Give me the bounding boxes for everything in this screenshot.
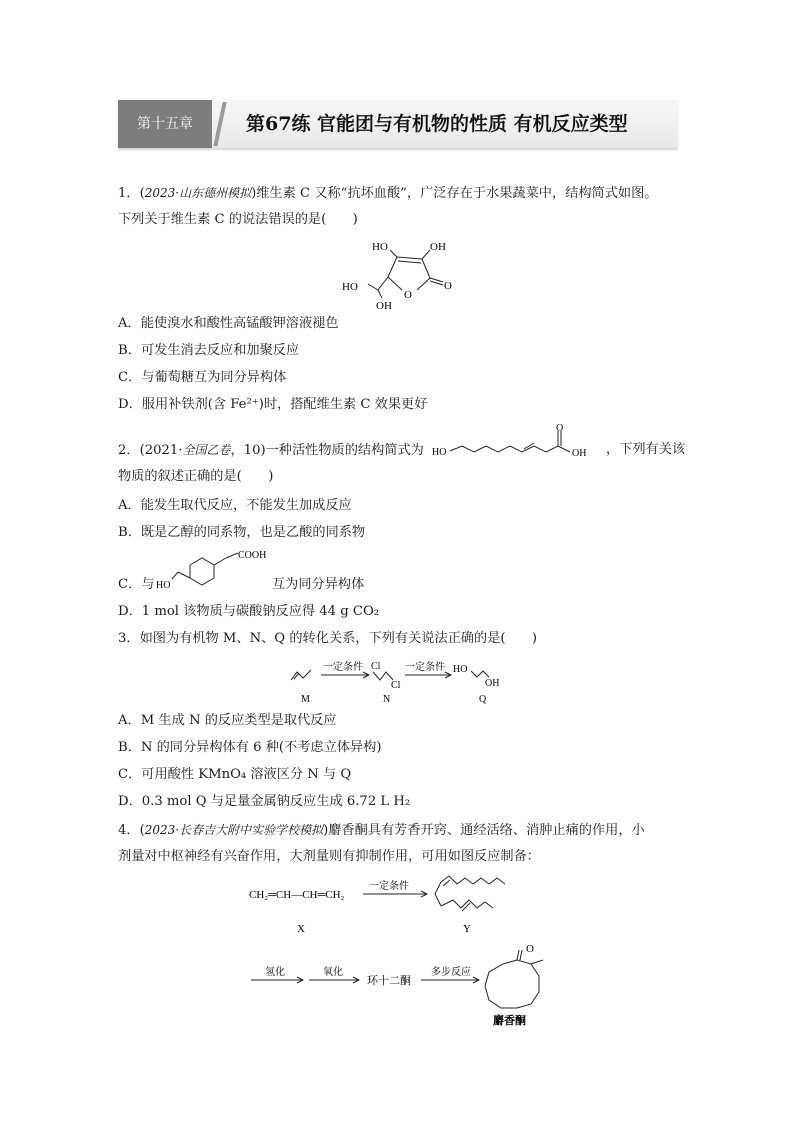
q4-source: 2023·长春吉大附中实验学校模拟 [144, 823, 324, 837]
q4-reaction-2 [245, 938, 575, 1030]
q3-option-b: B．N 的同分异构体有 6 种(不考虑立体异构) [118, 740, 382, 755]
q2-stem-line1-end: ，下列有关该 [606, 442, 686, 457]
q2-stem-text: ，10)一种活性物质的结构简式为 [230, 443, 424, 458]
header-separator [213, 102, 226, 146]
q1-label-ho-top: HO [372, 241, 388, 253]
q3-label-n: N [383, 694, 391, 705]
q4-number: 4．( [118, 823, 145, 838]
q4-step-oxidation: 氧化 [323, 967, 343, 978]
q1-label-o-ring: O [404, 289, 412, 301]
q4-label-o: O [526, 943, 534, 955]
q4-step-multi: 多步反应 [431, 967, 471, 978]
q3-label-cl1: Cl [371, 661, 381, 672]
q4-stem-text: )麝香酮具有芳香开窍、通经活络、消肿止痛的作用，小 [323, 823, 645, 838]
q2-label-ho: HO [432, 447, 447, 458]
q1-source: 2023·山东德州模拟 [144, 186, 252, 200]
q2-source: 全国乙卷 [182, 443, 231, 457]
q2-option-c-suffix: 互为同分异构体 [272, 577, 365, 592]
q2-label-o: O [556, 423, 564, 434]
q1-option-b: B．可发生消去反应和加聚反应 [118, 343, 300, 358]
q3-reaction-scheme [285, 652, 515, 706]
q1-stem-line2: 下列关于维生素 C 的说法错误的是( ) [118, 212, 358, 227]
q4-intermediate: 环十二酮 [367, 975, 411, 987]
q2-option-a: A．能发生取代反应，不能发生加成反应 [118, 498, 352, 513]
q1-stem-text: )维生素 C 又称“抗坏血酸”，广泛存在于水果蔬菜中，结构简式如图。 [251, 186, 658, 201]
q2-option-d: D．1 mol 该物质与碳酸钠反应得 44 g CO₂ [118, 604, 380, 619]
q1-option-c: C．与葡萄糖互为同分异构体 [118, 370, 287, 385]
q4-stem-line2: 剂量对中枢神经有兴奋作用，大剂量则有抑制作用，可用如图反应制备： [118, 849, 540, 864]
q2-option-c-label-ho: HO [156, 580, 171, 591]
q1-stem-line1 [118, 184, 657, 203]
q2-stem-line1 [118, 441, 424, 460]
page-title: 第67练 官能团与有机物的性质 有机反应类型 [246, 113, 628, 135]
q4-label-x-formula: CH₂═CH—CH═CH₂ [249, 889, 345, 901]
q1-number: 1．( [118, 186, 145, 201]
q3-option-d: D．0.3 mol Q 与足量金属钠反应生成 6.72 L H₂ [118, 794, 411, 809]
q4-condition: 一定条件 [369, 881, 409, 892]
q1-label-o-carbonyl: O [444, 280, 452, 292]
q3-label-m: M [301, 694, 310, 705]
q2-structure [430, 422, 605, 462]
q1-label-oh-bottom: OH [376, 300, 392, 312]
q1-option-a: A．能使溴水和酸性高锰酸钾溶液褪色 [118, 316, 339, 331]
q4-stem-line1 [118, 821, 645, 840]
q3-label-q: Q [479, 694, 487, 705]
q2-stem-line2: 物质的叙述正确的是( ) [118, 469, 274, 484]
q1-label-ho-side: HO [342, 281, 358, 293]
q4-step-hydrogenation: 氢化 [265, 967, 285, 978]
vitamin-c-structure [330, 232, 470, 312]
q4-label-y: Y [463, 923, 471, 935]
q2-option-c-structure [150, 545, 280, 593]
q3-option-a: A．M 生成 N 的反应类型是取代反应 [118, 713, 337, 728]
q3-condition-1: 一定条件 [323, 662, 363, 673]
q3-stem: 3．如图为有机物 M、N、Q 的转化关系，下列有关说法正确的是( ) [118, 631, 537, 646]
q1-option-d: D．服用补铁剂(含 Fe²⁺)时，搭配维生素 C 效果更好 [118, 397, 428, 412]
q4-product-name: 麝香酮 [493, 1015, 526, 1027]
q3-label-ho: HO [453, 664, 468, 675]
q2-option-b: B．既是乙醇的同系物，也是乙酸的同系物 [118, 525, 366, 540]
q4-reaction-1 [245, 872, 565, 938]
q2-option-c-label-cooh: COOH [238, 550, 267, 561]
q2-label-oh: OH [572, 448, 587, 459]
q2-number: 2．(2021· [118, 443, 183, 458]
q2-option-c-prefix: C．与 [118, 577, 155, 592]
q3-label-oh: OH [485, 678, 500, 689]
q3-option-c: C．可用酸性 KMnO₄ 溶液区分 N 与 Q [118, 767, 352, 782]
chapter-header [118, 100, 678, 148]
q4-label-x: X [297, 923, 305, 935]
chapter-label: 第十五章 [118, 100, 212, 148]
q3-label-cl2: Cl [391, 680, 401, 691]
q3-condition-2: 一定条件 [405, 662, 445, 673]
q1-label-oh-top: OH [430, 241, 446, 253]
